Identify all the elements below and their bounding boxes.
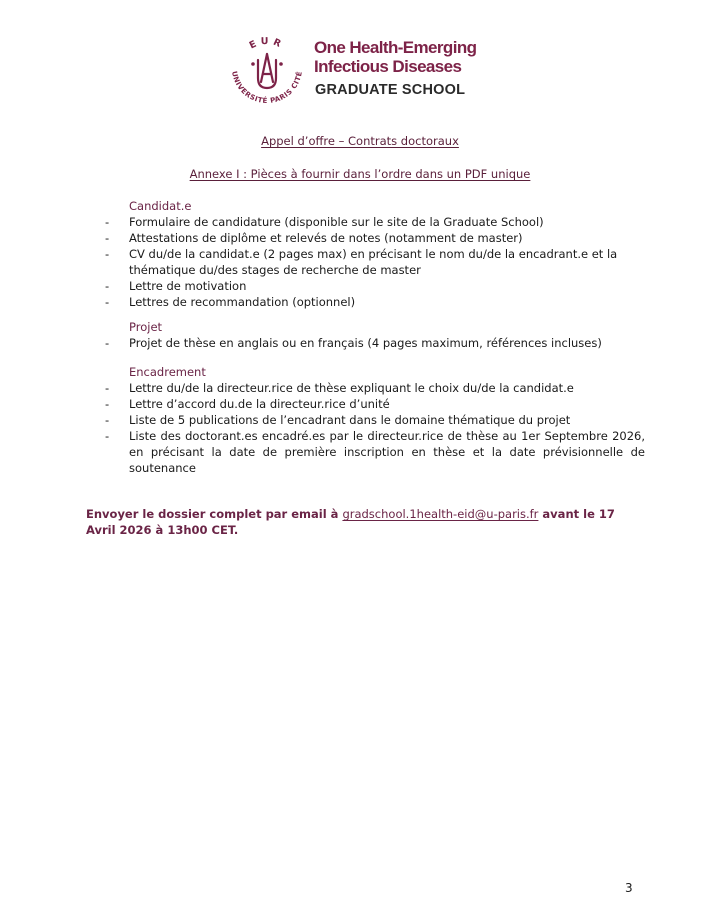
section-projet <box>105 319 645 351</box>
list-item-text: Lettre d’accord du.de la directeur.rice d’unité <box>129 397 390 411</box>
bullet-dash: - <box>105 397 110 411</box>
list-item <box>105 380 645 396</box>
list-item <box>105 396 645 412</box>
list-item-text: Lettre de motivation <box>129 279 247 293</box>
list-item-text: Liste des doctorant.es encadré.es par le directeur.rice de thèse au 1er Septembre 2026, en précisant la date de première inscription en thèse et la date prévisionnelle de soutenance <box>129 429 645 475</box>
list-item <box>105 230 645 246</box>
bullet-dash: - <box>105 336 110 350</box>
section-heading: Candidat.e <box>129 199 192 213</box>
section-candidat <box>105 198 645 310</box>
list-item <box>105 246 645 278</box>
university-logo <box>224 30 310 110</box>
document-title: Appel d’offre – Contrats doctoraux <box>261 134 459 148</box>
list-item <box>105 278 645 294</box>
list-item-text: Lettre du/de la directeur.rice de thèse expliquant le choix du/de la candidat.e <box>129 381 574 395</box>
item-list <box>105 214 645 310</box>
list-item-text: Lettres de recommandation (optionnel) <box>129 295 356 309</box>
bullet-dash: - <box>105 279 110 293</box>
svg-text:EUR <box>248 36 287 52</box>
note-text-after: avant le 17 Avril 2026 à 13h00 CET. <box>86 507 615 537</box>
bullet-dash: - <box>105 215 110 229</box>
list-item-text: CV du/de la candidat.e (2 pages max) en précisant le nom du/de la encadrant.e et la thématique du/des stages de recherche de master <box>129 247 618 277</box>
list-item <box>105 335 645 351</box>
school-name-line-2: Infectious Diseases <box>314 57 462 76</box>
list-item-text: Projet de thèse en anglais ou en français (4 pages maximum, références incluses) <box>129 336 602 350</box>
list-item <box>105 428 645 476</box>
submission-note <box>86 506 646 538</box>
list-item <box>105 214 645 230</box>
bullet-dash: - <box>105 231 110 245</box>
school-name-line-1: One Health-Emerging <box>314 38 477 57</box>
school-name <box>314 38 476 76</box>
list-item-text: Attestations de diplôme et relevés de notes (notamment de master) <box>129 231 523 245</box>
logo-arc-bottom: UNIVERSITÉ PARIS CITÉ <box>230 70 304 106</box>
section-heading: Projet <box>129 320 163 334</box>
list-item-text: Formulaire de candidature (disponible sur le site de la Graduate School) <box>129 215 544 229</box>
bullet-dash: - <box>105 429 110 443</box>
bullet-dash: - <box>105 247 110 261</box>
logo-arc-top: EUR <box>247 35 287 52</box>
list-item <box>105 294 645 310</box>
item-list <box>105 380 645 476</box>
annex-title: Annexe I : Pièces à fournir dans l’ordre dans un PDF unique <box>189 167 531 181</box>
note-text-before: Envoyer le dossier complet par email à <box>86 507 343 521</box>
bullet-dash: - <box>105 381 110 395</box>
section-encadrement <box>105 364 645 476</box>
page-number: 3 <box>625 881 633 895</box>
list-item-text: Liste de 5 publications de l’encadrant dans le domaine thématique du projet <box>129 413 571 427</box>
graduate-school-label: GRADUATE SCHOOL <box>315 82 466 98</box>
bullet-dash: - <box>105 295 110 309</box>
bullet-dash: - <box>105 413 110 427</box>
item-list <box>105 335 645 351</box>
email-link[interactable]: gradschool.1health-eid@u-paris.fr <box>342 507 539 521</box>
list-item <box>105 412 645 428</box>
section-heading: Encadrement <box>129 365 206 379</box>
